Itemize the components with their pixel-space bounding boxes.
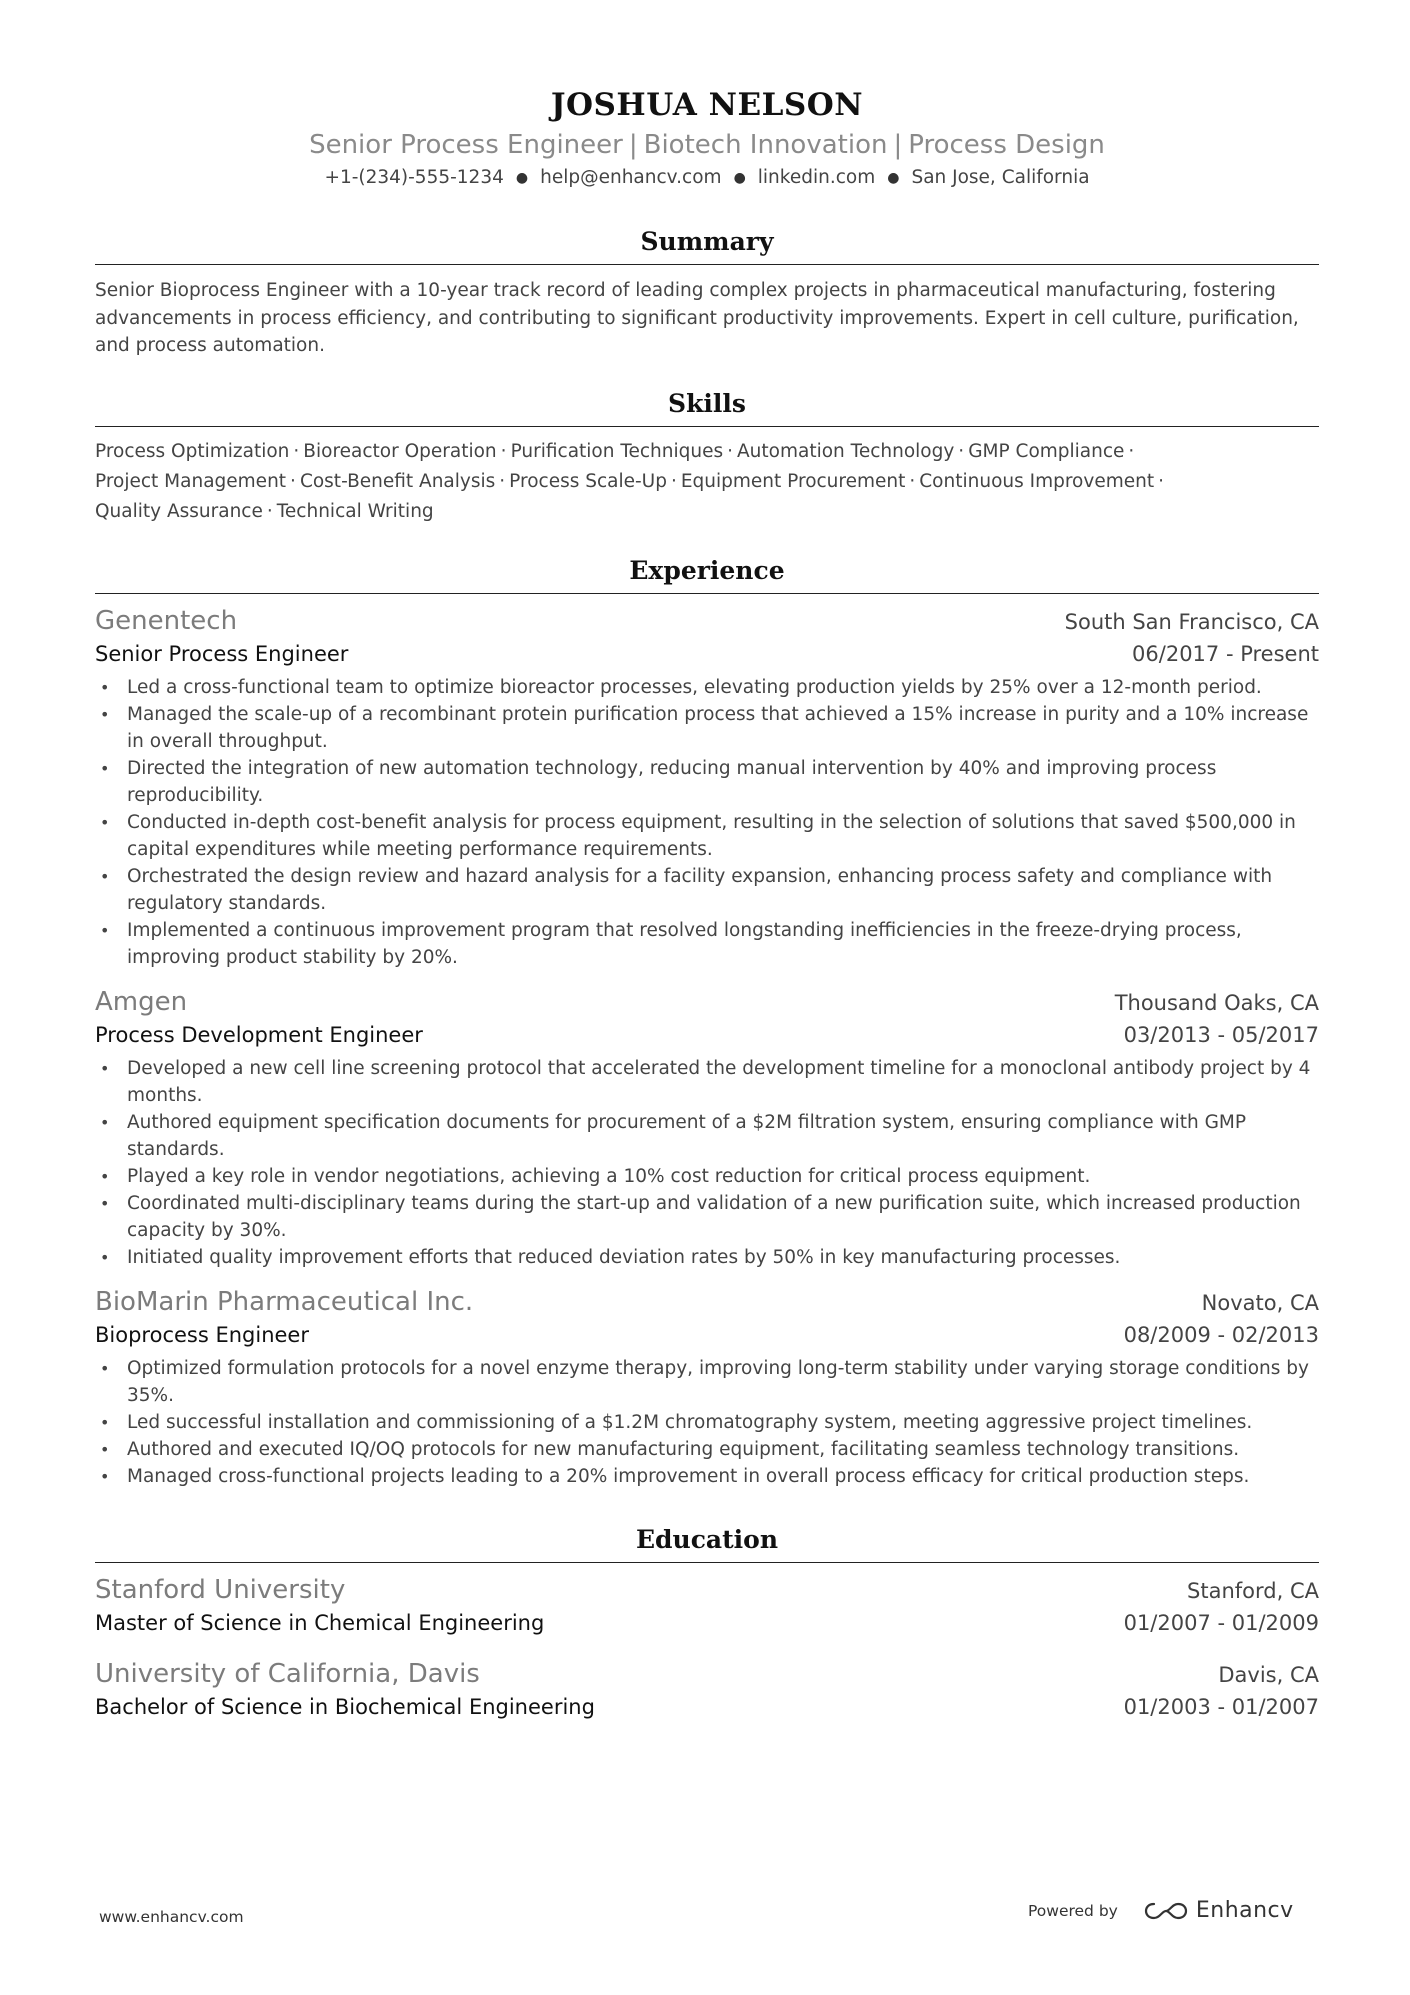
- bullet-dot: ●: [733, 170, 746, 186]
- job-dates: 08/2009 - 02/2013: [1123, 1322, 1319, 1347]
- job-header-row: [95, 1285, 1319, 1319]
- skill-separator: ·: [670, 470, 677, 492]
- job-title: Process Development Engineer: [95, 1022, 423, 1047]
- headline-title: Biotech Innovation: [643, 130, 888, 160]
- skills-list: [95, 437, 1319, 527]
- skill-item: GMP Compliance: [968, 440, 1125, 462]
- headline-title: Senior Process Engineer: [309, 130, 623, 160]
- achievement-list: [95, 1055, 1319, 1271]
- linkedin-link[interactable]: linkedin.com: [757, 167, 876, 188]
- school-location: Davis, CA: [1218, 1662, 1319, 1687]
- skills-section: [95, 388, 1319, 527]
- skill-item: Bioreactor Operation: [303, 440, 497, 462]
- degree-row: [95, 1607, 1319, 1639]
- skill-item: Equipment Procurement: [680, 470, 906, 492]
- skill-item: Process Optimization: [95, 440, 290, 462]
- achievement-item: • Orchestrated the design review and hazard analysis for a facility expansion, enhancing process safety and compliance with regulatory standards.: [95, 863, 1319, 917]
- job-location: Novato, CA: [1201, 1290, 1319, 1315]
- achievement-item: • Directed the integration of new automation technology, reducing manual intervention by 40% and improving process reproducibility.: [95, 755, 1319, 809]
- education-entry: [95, 1573, 1319, 1639]
- email-link[interactable]: help@enhancv.com: [540, 167, 722, 188]
- achievement-item: • Initiated quality improvement efforts that reduced deviation rates by 50% in key manufacturing processes.: [95, 1244, 1319, 1271]
- skill-separator: ·: [1158, 470, 1164, 492]
- brand-name: Enhancv: [1195, 1898, 1294, 1923]
- job-header-row: [95, 604, 1319, 638]
- powered-by-label: Powered by: [1028, 1901, 1118, 1920]
- skill-item: Technical Writing: [276, 500, 434, 522]
- contact-line: [95, 164, 1319, 192]
- headline: [95, 128, 1319, 162]
- job-list: [95, 604, 1319, 1490]
- skill-item: Cost-Benefit Analysis: [299, 470, 496, 492]
- education-dates: 01/2003 - 01/2007: [1123, 1694, 1319, 1719]
- achievement-item: • Led successful installation and commissioning of a $1.2M chromatography system, meeting aggressive project timelines.: [95, 1409, 1319, 1436]
- company-name: BioMarin Pharmaceutical Inc.: [95, 1286, 474, 1317]
- section-divider: [95, 426, 1319, 427]
- job-entry: [95, 985, 1319, 1271]
- achievement-item: • Authored equipment specification documents for procurement of a $2M filtration system, ensuring compliance with GMP standards.: [95, 1109, 1319, 1163]
- section-divider: [95, 593, 1319, 594]
- degree-row: [95, 1691, 1319, 1723]
- skill-item: Process Scale-Up: [509, 470, 667, 492]
- skill-item: Quality Assurance: [95, 500, 263, 522]
- section-heading: Summary: [640, 227, 774, 256]
- education-entry: [95, 1657, 1319, 1723]
- skill-separator: ·: [500, 440, 507, 462]
- achievement-list: [95, 674, 1319, 971]
- location-text: San Jose, California: [911, 167, 1090, 188]
- job-dates: 06/2017 - Present: [1132, 641, 1319, 666]
- achievement-list: [95, 1355, 1319, 1490]
- section-heading: Skills: [668, 388, 746, 418]
- summary-section: [95, 226, 1319, 360]
- skill-separator: ·: [499, 470, 506, 492]
- job-title: Bioprocess Engineer: [95, 1322, 309, 1347]
- brand-logo[interactable]: [1144, 1898, 1294, 1923]
- skill-separator: ·: [266, 500, 273, 522]
- achievement-item: • Optimized formulation protocols for a novel enzyme therapy, improving long-term stability under varying storage conditions by 35%.: [95, 1355, 1319, 1409]
- skill-separator: ·: [293, 440, 300, 462]
- achievement-item: • Played a key role in vendor negotiations, achieving a 10% cost reduction for critical process equipment.: [95, 1163, 1319, 1190]
- achievement-item: • Conducted in-depth cost-benefit analysis for process equipment, resulting in the selection of solutions that saved $500,000 in capital expenditures while meeting performance requirements.: [95, 809, 1319, 863]
- school-location: Stanford, CA: [1187, 1578, 1319, 1603]
- skill-separator: ·: [290, 470, 296, 492]
- candidate-name: JOSHUA NELSON: [550, 87, 864, 123]
- skill-separator: ·: [1128, 440, 1135, 462]
- skill-item: Project Management: [95, 470, 287, 492]
- skill-line: [95, 497, 1319, 527]
- achievement-item: • Managed cross-functional projects leading to a 20% improvement in overall process efficacy for critical production steps.: [95, 1463, 1319, 1490]
- section-heading: Experience: [629, 555, 785, 585]
- skill-separator: ·: [958, 440, 965, 462]
- achievement-item: • Managed the scale-up of a recombinant protein purification process that achieved a 15% increase in purity and a 10% increase in overall throughput.: [95, 701, 1319, 755]
- degree-name: Master of Science in Chemical Engineering: [95, 1610, 545, 1635]
- job-location: South San Francisco, CA: [1064, 609, 1319, 634]
- section-divider: [95, 264, 1319, 265]
- resume-header: [95, 0, 1319, 192]
- headline-separator: |: [893, 130, 903, 160]
- achievement-item: • Led a cross-functional team to optimize bioreactor processes, elevating production yields by 25% over a 12-month period.: [95, 674, 1319, 701]
- company-name: Amgen: [95, 986, 188, 1017]
- degree-name: Bachelor of Science in Biochemical Engineering: [95, 1694, 595, 1719]
- education-dates: 01/2007 - 01/2009: [1123, 1610, 1319, 1635]
- headline-title: Process Design: [908, 130, 1105, 160]
- job-header-row: [95, 985, 1319, 1019]
- education-header-row: [95, 1573, 1319, 1607]
- resume-page: [95, 0, 1319, 1723]
- school-name: Stanford University: [95, 1574, 346, 1605]
- footer-branding: [1028, 1898, 1294, 1923]
- headline-separator: |: [628, 130, 638, 160]
- company-name: Genentech: [95, 605, 238, 636]
- section-heading: Education: [635, 1524, 779, 1554]
- skill-item: Purification Techniques: [510, 440, 724, 462]
- bullet-dot: ●: [515, 170, 529, 186]
- enhancv-logo-icon: [1144, 1900, 1188, 1922]
- school-name: University of California, Davis: [95, 1658, 480, 1689]
- job-location: Thousand Oaks, CA: [1114, 990, 1319, 1015]
- skill-line: [95, 467, 1319, 497]
- skill-separator: ·: [727, 440, 734, 462]
- education-header-row: [95, 1657, 1319, 1691]
- job-role-row: [95, 1019, 1319, 1051]
- achievement-item: • Coordinated multi-disciplinary teams during the start-up and validation of a new purification suite, which increased production capacity by 30%.: [95, 1190, 1319, 1244]
- job-dates: 03/2013 - 05/2017: [1123, 1022, 1319, 1047]
- footer-website[interactable]: www.enhancv.com: [99, 1908, 244, 1926]
- skill-separator: ·: [909, 470, 916, 492]
- education-section: [95, 1524, 1319, 1723]
- phone-number[interactable]: +1-(234)-555-1234: [324, 167, 504, 188]
- job-role-row: [95, 638, 1319, 670]
- skill-line: [95, 437, 1319, 467]
- job-title: Senior Process Engineer: [95, 641, 349, 666]
- education-list: [95, 1573, 1319, 1723]
- job-role-row: [95, 1319, 1319, 1351]
- achievement-item: • Authored and executed IQ/OQ protocols for new manufacturing equipment, facilitating seamless technology transitions.: [95, 1436, 1319, 1463]
- skill-item: Continuous Improvement: [919, 470, 1155, 492]
- skill-item: Automation Technology: [737, 440, 955, 462]
- achievement-item: • Implemented a continuous improvement program that resolved longstanding inefficiencies in the freeze-drying process, improving product stability by 20%.: [95, 917, 1319, 971]
- summary-text: Senior Bioprocess Engineer with a 10-year track record of leading complex projects in pharmaceutical manufacturing, fostering advancements in process efficiency, and contributing to significant productivity improvements. Expert in cell culture, purification, and process automation.: [95, 280, 1299, 356]
- section-divider: [95, 1562, 1319, 1563]
- achievement-item: • Developed a new cell line screening protocol that accelerated the development timeline for a monoclonal antibody project by 4 months.: [95, 1055, 1319, 1109]
- job-entry: [95, 1285, 1319, 1490]
- job-entry: [95, 604, 1319, 971]
- experience-section: [95, 555, 1319, 1490]
- bullet-dot: ●: [887, 170, 900, 186]
